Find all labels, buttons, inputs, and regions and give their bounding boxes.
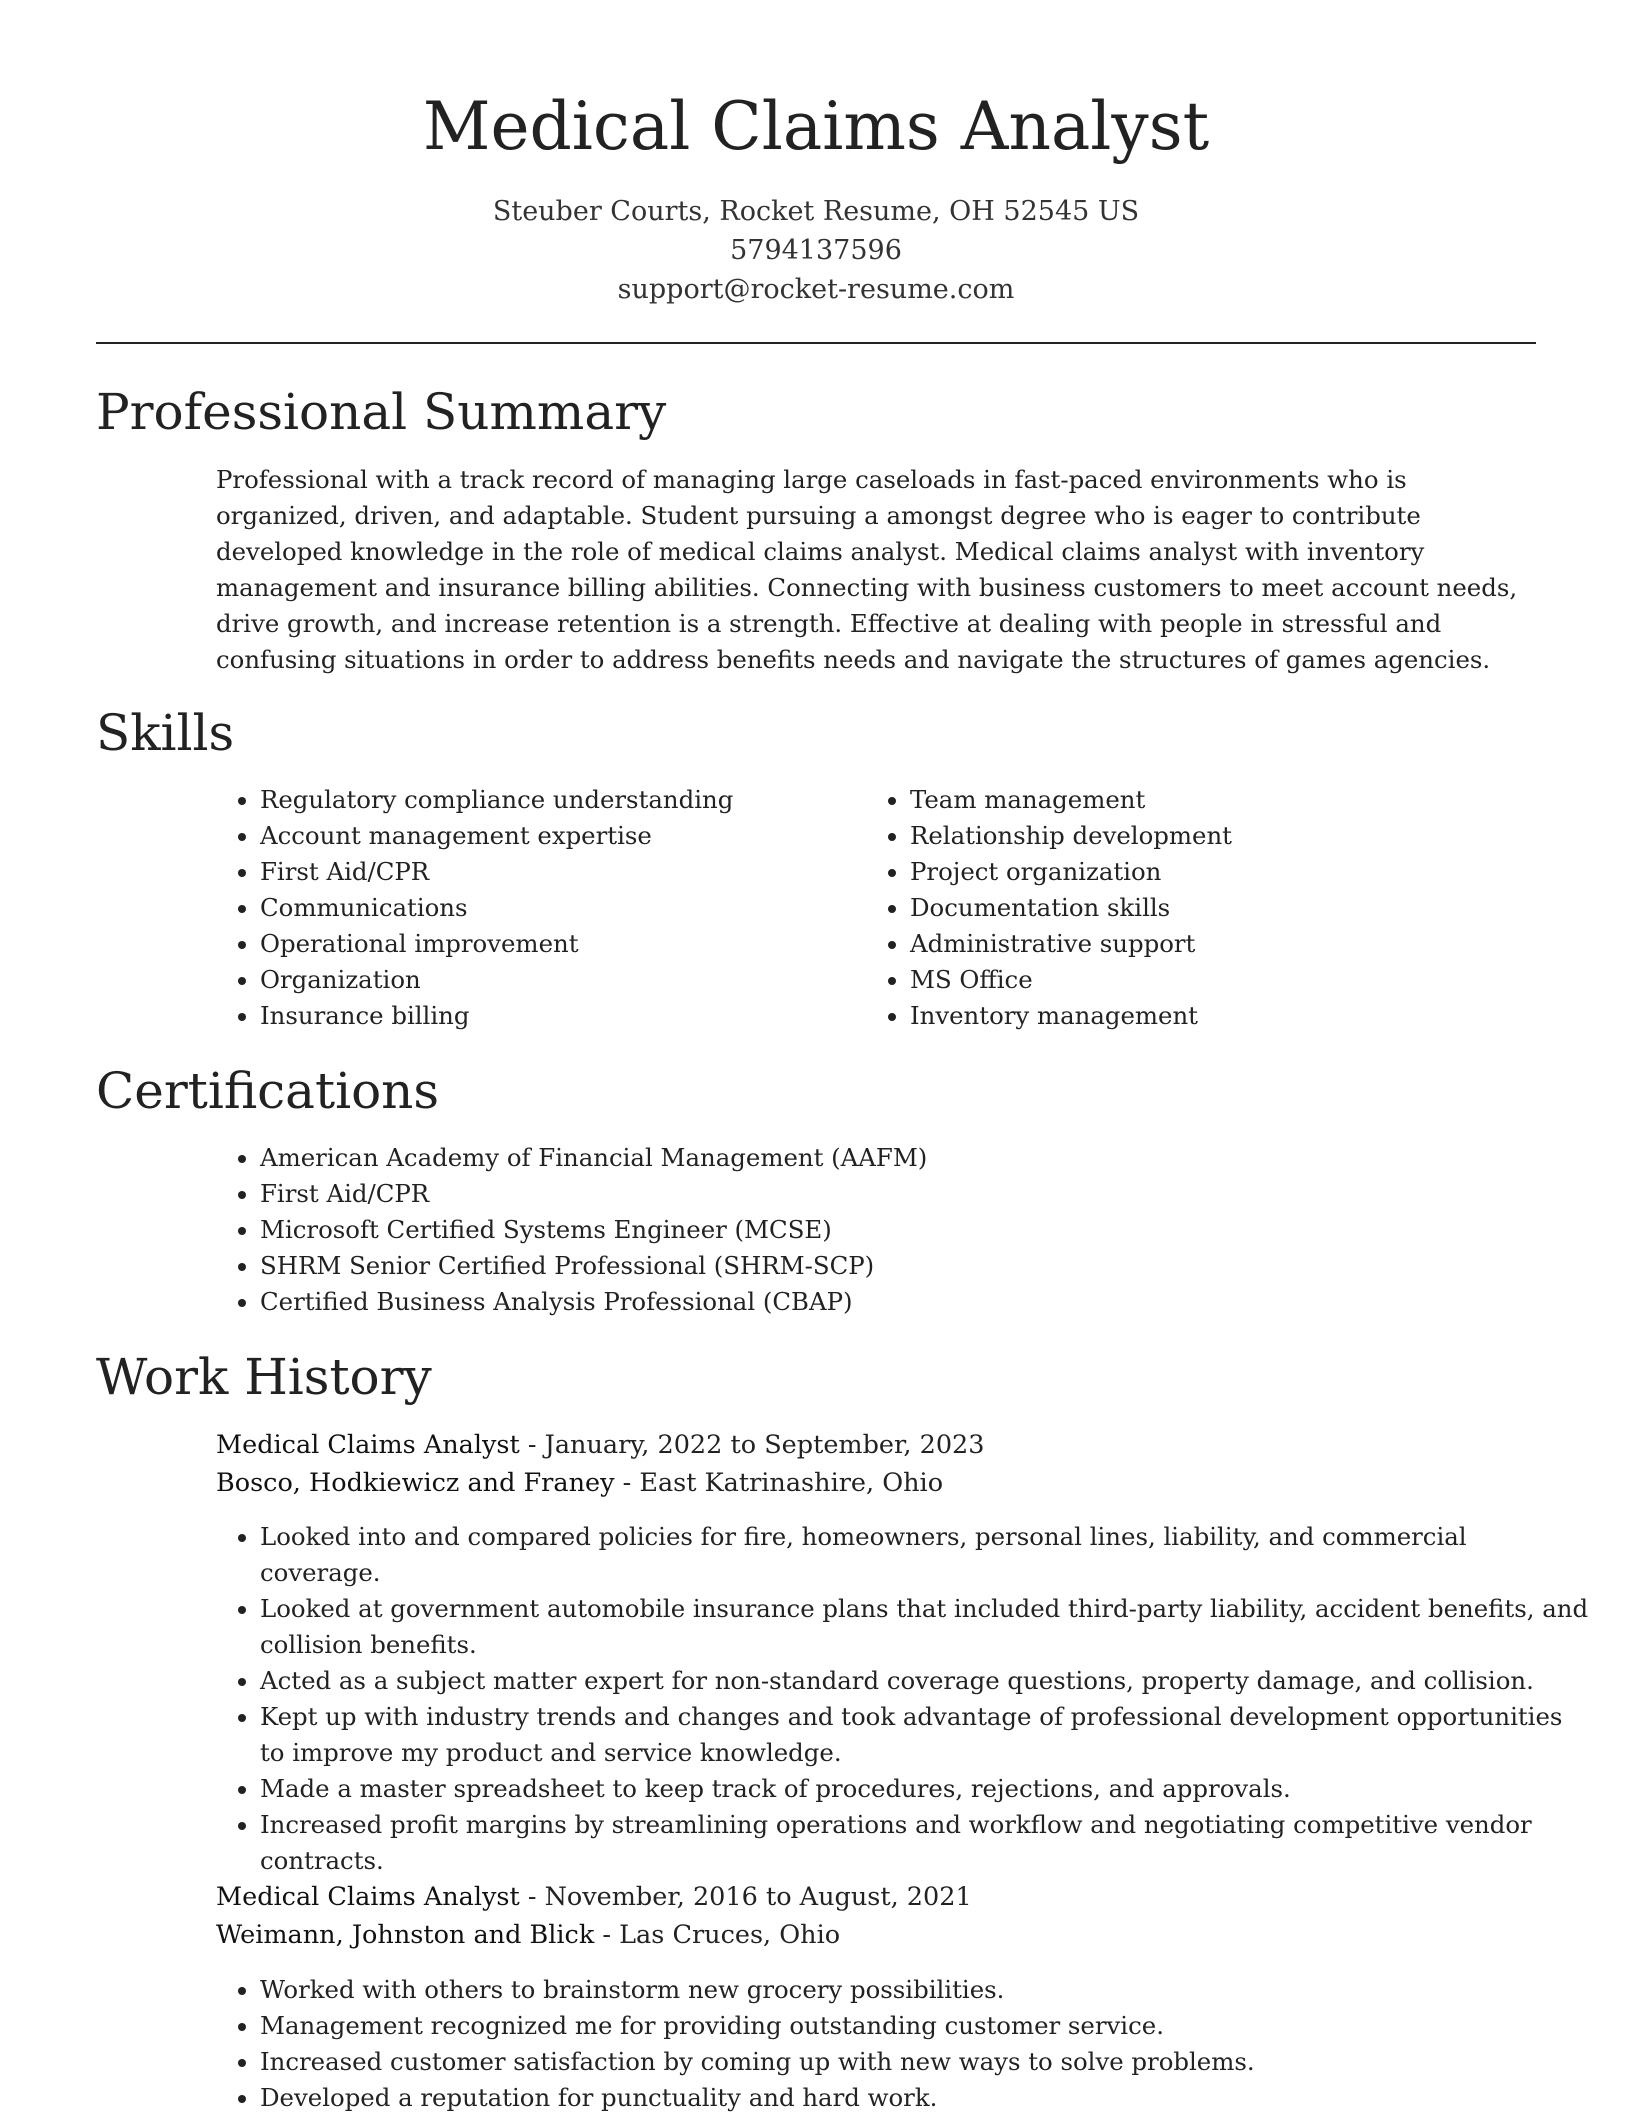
job-dates: - November, 2016 to August, 2021 — [519, 1882, 972, 1912]
list-item: • Inventory management — [910, 998, 1550, 1034]
candidate-name: Medical Claims Analyst — [422, 88, 1210, 165]
list-item: • Looked at government automobile insurance plans that included third-party liability, accident benefits, and collision benefits. — [260, 1591, 1590, 1663]
list-item: • Team management — [910, 782, 1550, 818]
skills-heading: Skills — [96, 704, 235, 762]
skills-list-left — [216, 782, 860, 1034]
job-location: - Las Cruces, Ohio — [594, 1920, 841, 1950]
job-header — [216, 1426, 1536, 1502]
certifications-list — [216, 1140, 1580, 1320]
address: Steuber Courts, Rocket Resume, OH 52545 US — [492, 196, 1140, 227]
summary-heading: Professional Summary — [96, 383, 667, 441]
job-header — [216, 1878, 1536, 1954]
list-item: • Kept up with industry trends and changes and took advantage of professional development opportunities to improve my product and service knowledge. — [260, 1699, 1590, 1771]
list-item: • American Academy of Financial Management (AAFM) — [260, 1140, 1580, 1176]
job-title-line — [216, 1426, 1536, 1464]
job-company-line — [216, 1916, 1536, 1954]
list-item: • Looked into and compared policies for fire, homeowners, personal lines, liability, and commercial coverage. — [260, 1519, 1590, 1591]
list-item: • Regulatory compliance understanding — [260, 782, 860, 818]
list-item: • SHRM Senior Certified Professional (SHRM-SCP) — [260, 1248, 1580, 1284]
list-item: • Relationship development — [910, 818, 1550, 854]
list-item: • Administrative support — [910, 926, 1550, 962]
job-company-line — [216, 1464, 1536, 1502]
list-item: • First Aid/CPR — [260, 854, 860, 890]
list-item: • Operational improvement — [260, 926, 860, 962]
list-item: • MS Office — [910, 962, 1550, 998]
contact-block — [0, 192, 1632, 309]
job-company: Weimann, Johnston and Blick — [216, 1920, 595, 1950]
work-history-heading: Work History — [96, 1348, 432, 1406]
summary-text: Professional with a track record of managing large caseloads in fast-paced environments who is organized, driven, and adaptable. Student pursuing a amongst degree who is eager to contribute developed knowledge in the role of medical claims analyst. Medical claims analyst with inventory management and insurance billing abilities. Connecting with business customers to meet account needs, drive growth, and increase retention is a strength. Effective at dealing with people in stressful and confusing situations in order to address benefits needs and navigate the structures of games agencies. — [216, 465, 1518, 674]
list-item: • Communications — [260, 890, 860, 926]
list-item: • Documentation skills — [910, 890, 1550, 926]
list-item: • Increased customer satisfaction by coming up with new ways to solve problems. — [260, 2044, 1580, 2080]
certifications-heading: Certifications — [96, 1062, 440, 1120]
list-item: • Organization — [260, 962, 860, 998]
email: support@rocket-resume.com — [617, 274, 1015, 305]
header-divider — [96, 342, 1536, 344]
list-item: • Made a master spreadsheet to keep track of procedures, rejections, and approvals. — [260, 1771, 1590, 1807]
list-item: • Acted as a subject matter expert for non-standard coverage questions, property damage, and collision. — [260, 1663, 1590, 1699]
list-item: • Account management expertise — [260, 818, 860, 854]
list-item: • First Aid/CPR — [260, 1176, 1580, 1212]
list-item: • Developed a reputation for punctuality and hard work. — [260, 2080, 1580, 2116]
job-company: Bosco, Hodkiewicz and Franey — [216, 1468, 615, 1498]
job-bullets — [216, 1519, 1590, 1879]
job-bullets — [216, 1972, 1580, 2116]
job-title: Medical Claims Analyst — [216, 1430, 520, 1460]
list-item: • Management recognized me for providing outstanding customer service. — [260, 2008, 1580, 2044]
list-item: • Insurance billing — [260, 998, 860, 1034]
list-item: • Project organization — [910, 854, 1550, 890]
list-item: • Microsoft Certified Systems Engineer (MCSE) — [260, 1212, 1580, 1248]
list-item: • Worked with others to brainstorm new grocery possibilities. — [260, 1972, 1580, 2008]
list-item: • Increased profit margins by streamlining operations and workflow and negotiating competitive vendor contracts. — [260, 1807, 1590, 1879]
job-location: - East Katrinashire, Ohio — [614, 1468, 944, 1498]
job-title-line — [216, 1878, 1536, 1916]
list-item: • Certified Business Analysis Professional (CBAP) — [260, 1284, 1580, 1320]
phone: 5794137596 — [730, 235, 902, 266]
job-title: Medical Claims Analyst — [216, 1882, 520, 1912]
skills-list-right — [866, 782, 1550, 1034]
job-dates: - January, 2022 to September, 2023 — [519, 1430, 985, 1460]
